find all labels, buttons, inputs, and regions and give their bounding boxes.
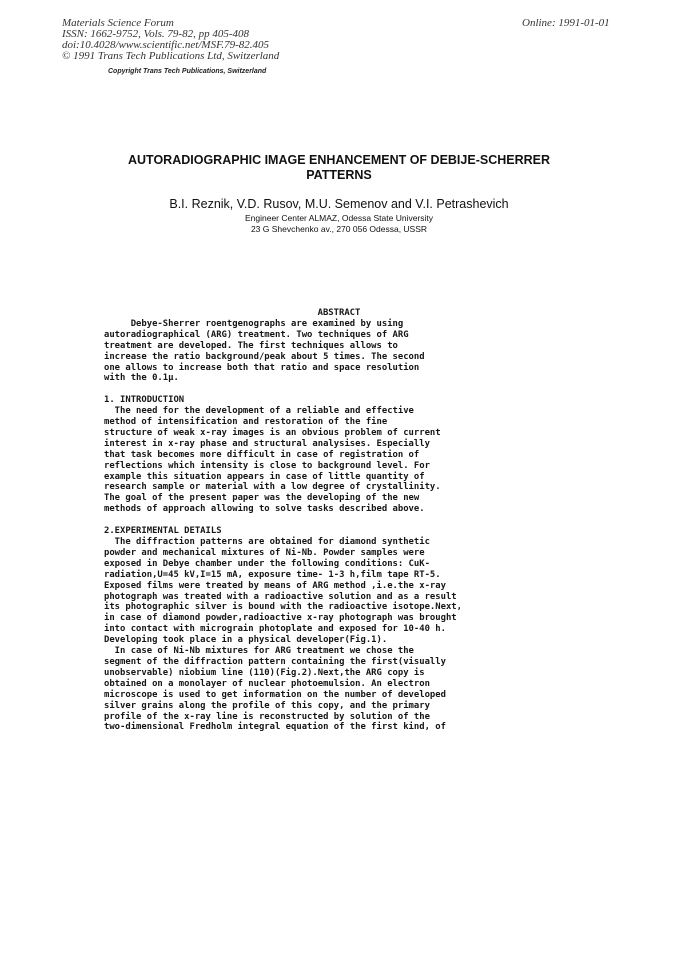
text-line: profile of the x-ray line is reconstructed by solution of the — [104, 711, 430, 722]
text-line: example this situation appears in case of little quantity of — [104, 471, 425, 482]
text-line: The need for the development of a reliable and effective — [104, 406, 414, 417]
text-line: segment of the diffraction pattern containing the first(visually — [104, 656, 446, 667]
citation-block — [62, 18, 279, 62]
text-line: research sample or material with a low degree of crystallinity. — [104, 482, 441, 493]
text-line: radiation,U=45 kV,I=15 mA, exposure time- 1-3 h,film tape RT-5. — [104, 569, 441, 580]
text-line: autoradiographical (ARG) treatment. Two techniques of ARG — [104, 329, 409, 340]
text-line: structure of weak x-ray images is an obvious problem of current — [104, 427, 441, 438]
text-line: photograph was treated with a radioactive solution and as a result — [104, 591, 457, 602]
text-line: The diffraction patterns are obtained for diamond synthetic — [104, 537, 430, 547]
doi-line: doi:10.4028/www.scientific.net/MSF.79-82.405 — [62, 39, 270, 51]
text-line: The goal of the present paper was the developing of the new — [104, 493, 420, 504]
text-line: exposed in Debye chamber under the following conditions: CuK- — [104, 558, 430, 569]
issn-line: ISSN: 1662-9752, Vols. 79-82, pp 405-408 — [62, 28, 249, 40]
text-line: that task becomes more difficult in case of registration of — [104, 449, 420, 460]
text-line: powder and mechanical mixtures of Ni-Nb. Powder samples were — [104, 547, 425, 558]
title-line: AUTORADIOGRAPHIC IMAGE ENHANCEMENT OF DEBIJE-SCHERRER — [127, 153, 550, 167]
text-line: microscope is used to get information on the number of developed — [104, 689, 446, 700]
title-line: PATTERNS — [306, 168, 372, 182]
section-heading-introduction: 1. INTRODUCTION — [104, 395, 185, 406]
journal-name: Materials Science Forum — [62, 17, 174, 29]
text-line: one allows to increase both that ratio and space resolution — [104, 362, 420, 373]
abstract-heading: ABSTRACT — [317, 308, 361, 318]
text-line: methods of approach allowing to solve tasks described above. — [104, 504, 425, 515]
paper-title — [60, 153, 618, 183]
text-line: obtained on a monolayer of nuclear photoemulsion. An electron — [104, 678, 430, 689]
text-line: silver grains along the profile of this copy, and the primary — [104, 700, 430, 711]
text-line: into contact with micrograin photoplate and exposed for 10-40 h. — [104, 624, 446, 635]
abstract-text — [104, 319, 574, 384]
text-line: interest in x-ray phase and structural analysises. Especially — [104, 438, 430, 449]
experimental-text — [104, 537, 574, 733]
text-line: In case of Ni-Nb mixtures for ARG treatment we chose the — [104, 646, 414, 657]
affiliation: Engineer Center ALMAZ, Odessa State University — [244, 213, 434, 223]
section-heading-experimental: 2.EXPERIMENTAL DETAILS — [104, 526, 222, 537]
text-line: reflections which intensity is close to background level. For — [104, 460, 430, 471]
text-line: unobservable) niobium line (110)(Fig.2).Next,the ARG copy is — [104, 667, 425, 678]
online-date: Online: 1991-01-01 — [522, 17, 610, 29]
text-line: increase the ratio background/peak about 5 times. The second — [104, 351, 425, 362]
text-line: Debye-Sherrer roentgenographs are examined by using — [104, 318, 404, 329]
text-line: method of intensification and restoration of the fine — [104, 417, 388, 428]
text-line: two-dimensional Fredholm integral equation of the first kind, of — [104, 722, 446, 733]
copyright-notice: Copyright Trans Tech Publications, Switzerland — [108, 68, 267, 75]
text-line: its photographic silver is bound with the radioactive isotope.Next, — [104, 602, 462, 613]
introduction-text — [104, 406, 574, 515]
authors: B.I. Reznik, V.D. Rusov, M.U. Semenov and V.I. Petrashevich — [169, 197, 509, 211]
address: 23 G Shevchenko av., 270 056 Odessa, USSR — [250, 224, 428, 234]
text-line: Exposed films were treated by means of ARG method ,i.e.the x-ray — [104, 580, 446, 591]
text-line: Developing took place in a physical developer(Fig.1). — [104, 635, 388, 646]
text-line: in case of diamond powder,radioactive x-ray photograph was brought — [104, 613, 457, 624]
text-line: with the 0.1μ. — [104, 373, 179, 384]
text-line: treatment are developed. The first techniques allows to — [104, 340, 398, 351]
copyright-line: © 1991 Trans Tech Publications Ltd, Switzerland — [62, 50, 280, 62]
paper-body — [104, 308, 574, 733]
